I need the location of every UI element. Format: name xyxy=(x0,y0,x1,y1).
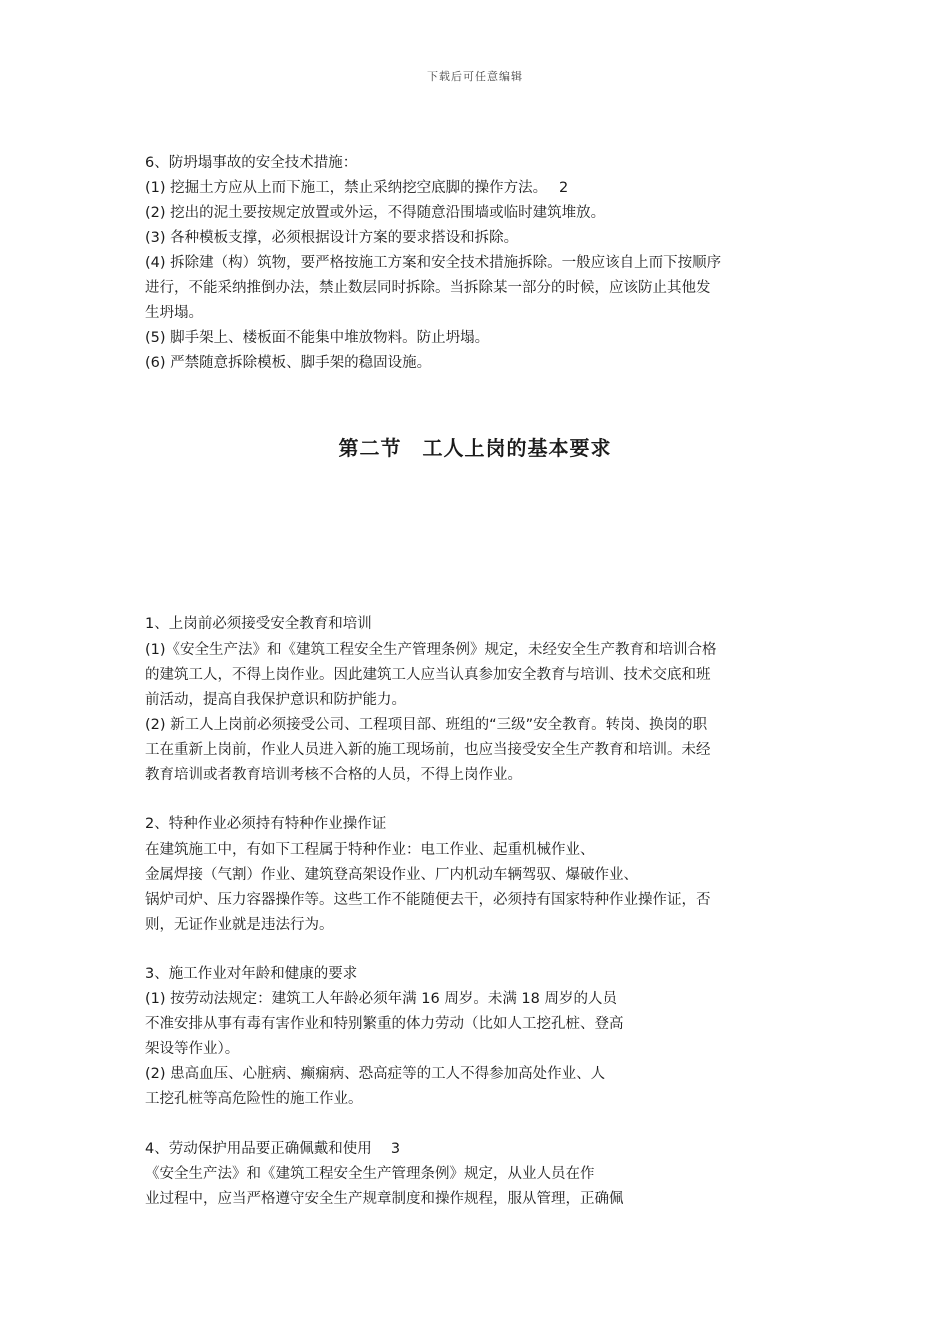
paragraph-line: 则，无证作业就是违法行为。 xyxy=(145,917,334,933)
paragraph-line: (2) 挖出的泥土要按规定放置或外运，不得随意沿围墙或临时建筑堆放。 xyxy=(145,205,606,221)
paragraph-line: 在建筑施工中，有如下工程属于特种作业：电工作业、起重机械作业、 xyxy=(145,842,595,858)
paragraph-line: 架设等作业）。 xyxy=(145,1041,240,1057)
section-title: 第二节 工人上岗的基本要求 xyxy=(338,436,612,460)
paragraph-line: 的建筑工人，不得上岗作业。因此建筑工人应当认真参加安全教育与培训、技术交底和班 xyxy=(145,667,711,683)
paragraph-line: (1) 按劳动法规定：建筑工人年龄必须年满 16 周岁。未满 18 周岁的人员 xyxy=(145,991,617,1007)
paragraph-line: 生坍塌。 xyxy=(145,305,203,321)
paragraph-line: (2) 患高血压、心脏病、癫痫病、恐高症等的工人不得参加高处作业、人 xyxy=(145,1066,606,1082)
paragraph-line: 不准安排从事有毒有害作业和特别繁重的体力劳动（比如人工挖孔桩、登高 xyxy=(145,1016,624,1032)
paragraph-line: (2) 新工人上岗前必须接受公司、工程项目部、班组的“三级”安全教育。转岗、换岗的职 xyxy=(145,717,708,733)
paragraph-line: 业过程中，应当严格遵守安全生产规章制度和操作规程，服从管理，正确佩 xyxy=(145,1191,624,1207)
paragraph-line: (1) 挖掘土方应从上而下施工，禁止采纳挖空底脚的操作方法。 2 xyxy=(145,180,569,196)
paragraph-line: 3、施工作业对年龄和健康的要求 xyxy=(145,966,358,982)
paragraph-line: 4、劳动保护用品要正确佩戴和使用 3 xyxy=(145,1141,401,1157)
paragraph-line: (6) 严禁随意拆除模板、脚手架的稳固设施。 xyxy=(145,355,432,371)
paragraph-line: 2、特种作业必须持有特种作业操作证 xyxy=(145,816,387,832)
paragraph-line: 工挖孔桩等高危险性的施工作业。 xyxy=(145,1091,363,1107)
page-header: 下载后可任意编辑 xyxy=(427,70,523,83)
paragraph-line: 进行，不能采纳推倒办法，禁止数层同时拆除。当拆除某一部分的时候，应该防止其他发 xyxy=(145,280,711,296)
paragraph-line: (3) 各种模板支撑，必须根据设计方案的要求搭设和拆除。 xyxy=(145,230,519,246)
paragraph-line: 锅炉司炉、压力容器操作等。这些工作不能随便去干，必须持有国家特种作业操作证，否 xyxy=(145,892,711,908)
paragraph-line: (5) 脚手架上、楼板面不能集中堆放物料。防止坍塌。 xyxy=(145,330,490,346)
paragraph-line: 《安全生产法》和《建筑工程安全生产管理条例》规定，从业人员在作 xyxy=(145,1166,595,1182)
paragraph-line: 金属焊接（气割）作业、建筑登高架设作业、厂内机动车辆驾驭、爆破作业、 xyxy=(145,867,638,883)
paragraph-line: 6、防坍塌事故的安全技术措施： xyxy=(145,155,358,171)
paragraph-line: (1)《安全生产法》和《建筑工程安全生产管理条例》规定，未经安全生产教育和培训合格 xyxy=(145,642,717,658)
paragraph-line: (4) 拆除建（构）筑物，要严格按施工方案和安全技术措施拆除。一般应该自上而下按顺序 xyxy=(145,255,722,271)
paragraph-line: 教育培训或者教育培训考核不合格的人员，不得上岗作业。 xyxy=(145,767,522,783)
paragraph-line: 工在重新上岗前，作业人员进入新的施工现场前，也应当接受安全生产教育和培训。未经 xyxy=(145,742,711,758)
paragraph-line: 前活动，提高自我保护意识和防护能力。 xyxy=(145,692,406,708)
paragraph-line: 1、上岗前必须接受安全教育和培训 xyxy=(145,616,372,632)
